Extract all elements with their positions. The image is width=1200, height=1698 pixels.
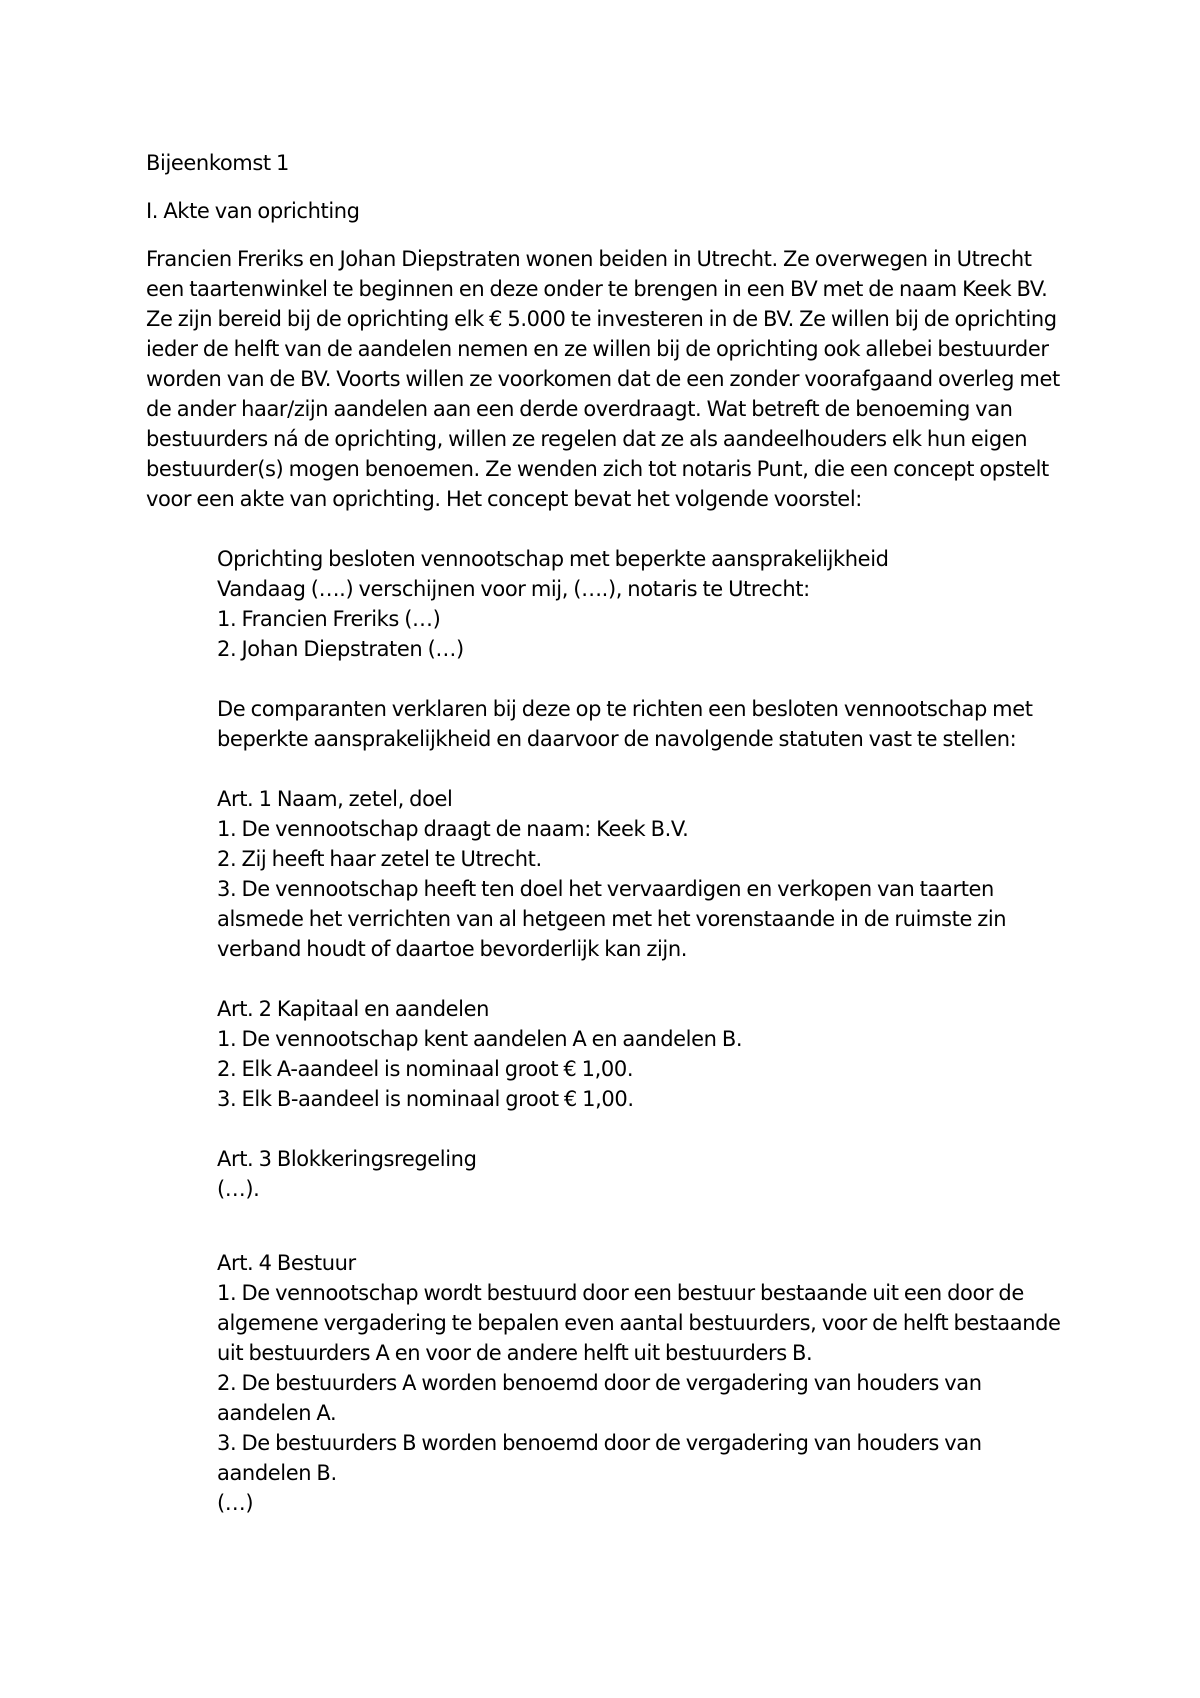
section-title: I. Akte van oprichting <box>146 199 360 223</box>
article-line: (…) <box>217 1491 254 1515</box>
article-line: (…). <box>217 1177 260 1201</box>
declaration-line: De comparanten verklaren bij deze op te richten een besloten vennootschap met <box>217 697 1033 721</box>
article-line: 1. De vennootschap wordt bestuurd door een bestuur bestaande uit een door de <box>217 1281 1024 1305</box>
spacer <box>146 514 1076 544</box>
article-line: algemene vergadering te bepalen even aantal bestuurders, voor de helft bestaande <box>217 1311 1061 1335</box>
party-item: 1. Francien Freriks (…) <box>217 607 441 631</box>
document-page <box>146 148 1076 1518</box>
article-line: 1. De vennootschap draagt de naam: Keek B.V. <box>217 817 689 841</box>
article-line: uit bestuurders A en voor de andere helft uit bestuurders B. <box>217 1341 813 1365</box>
article-line: 2. Zij heeft haar zetel te Utrecht. <box>217 847 542 871</box>
article-title-4: Art. 4 Bestuur <box>217 1251 356 1275</box>
intro-line: bestuurder(s) mogen benoemen. Ze wenden zich tot notaris Punt, die een concept opstelt <box>146 457 1049 481</box>
intro-line: Francien Freriks en Johan Diepstraten wonen beiden in Utrecht. Ze overwegen in Utrecht <box>146 247 1032 271</box>
article-line: 3. De vennootschap heeft ten doel het vervaardigen en verkopen van taarten <box>217 877 994 901</box>
article-title-2: Art. 2 Kapitaal en aandelen <box>217 997 490 1021</box>
spacer <box>217 1204 1076 1248</box>
article-line: alsmede het verrichten van al hetgeen met het vorenstaande in de ruimste zin <box>217 907 1007 931</box>
intro-line: Ze zijn bereid bij de oprichting elk € 5.000 te investeren in de BV. Ze willen bij de oprichting <box>146 307 1057 331</box>
spacer <box>217 964 1076 994</box>
intro-line: de ander haar/zijn aandelen aan een derde overdraagt. Wat betreft de benoeming van <box>146 397 1013 421</box>
deed-block <box>217 544 1076 1518</box>
spacer <box>217 664 1076 694</box>
article-title-1: Art. 1 Naam, zetel, doel <box>217 787 453 811</box>
article-line: 2. De bestuurders A worden benoemd door de vergadering van houders van <box>217 1371 982 1395</box>
spacer <box>217 754 1076 784</box>
intro-line: ieder de helft van de aandelen nemen en ze willen bij de oprichting ook allebei bestuurder <box>146 337 1049 361</box>
intro-line: worden van de BV. Voorts willen ze voorkomen dat de een zonder voorafgaand overleg met <box>146 367 1060 391</box>
spacer <box>217 1114 1076 1144</box>
article-line: verband houdt of daartoe bevorderlijk kan zijn. <box>217 937 688 961</box>
article-line: 2. Elk A-aandeel is nominaal groot € 1,00. <box>217 1057 634 1081</box>
page-title: Bijeenkomst 1 <box>146 151 289 175</box>
intro-line: een taartenwinkel te beginnen en deze onder te brengen in een BV met de naam Keek BV. <box>146 277 1048 301</box>
intro-line: voor een akte van oprichting. Het concept bevat het volgende voorstel: <box>146 487 862 511</box>
article-line: aandelen A. <box>217 1401 337 1425</box>
intro-paragraph <box>146 244 1076 514</box>
article-line: 3. De bestuurders B worden benoemd door de vergadering van houders van <box>217 1431 982 1455</box>
article-title-3: Art. 3 Blokkeringsregeling <box>217 1147 477 1171</box>
party-item: 2. Johan Diepstraten (…) <box>217 637 464 661</box>
deed-appearance: Vandaag (….) verschijnen voor mij, (….), notaris te Utrecht: <box>217 577 810 601</box>
intro-line: bestuurders ná de oprichting, willen ze regelen dat ze als aandeelhouders elk hun eigen <box>146 427 1028 451</box>
article-line: aandelen B. <box>217 1461 337 1485</box>
deed-title: Oprichting besloten vennootschap met beperkte aansprakelijkheid <box>217 547 889 571</box>
article-line: 1. De vennootschap kent aandelen A en aandelen B. <box>217 1027 743 1051</box>
article-line: 3. Elk B-aandeel is nominaal groot € 1,00. <box>217 1087 634 1111</box>
declaration-line: beperkte aansprakelijkheid en daarvoor de navolgende statuten vast te stellen: <box>217 727 1017 751</box>
